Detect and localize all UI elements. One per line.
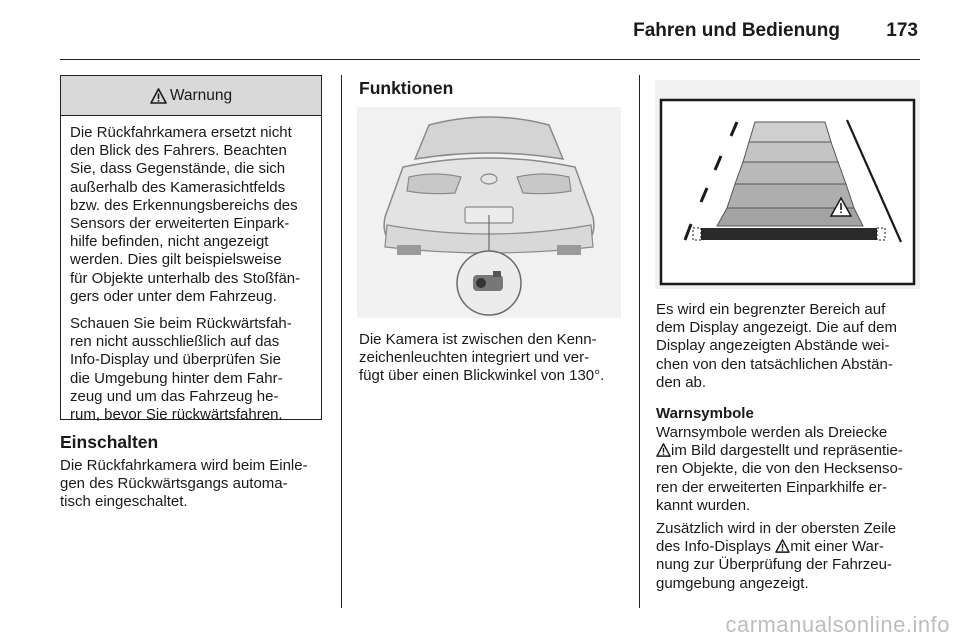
section-heading-warnsymbole: Warnsymbole <box>656 405 754 422</box>
page-number: 173 <box>886 20 918 41</box>
header-rule <box>60 59 920 60</box>
warning-triangle-icon <box>775 539 790 553</box>
section-heading-einschalten: Einschalten <box>60 432 159 452</box>
warning-paragraph: Die Rückfahrkamera ersetzt nicht den Blick des Fahrers. Beachten Sie, dass Gegenstände, die sich außerhalb des Kamerasichtfelds bzw. des Erkennungsbereichs des Sensors der erweiterten Einpark- hilfe befinden, nicht angezeigt werden. Dies gilt beispielsweise für Objekte unterhalb des Stoßfän- gers oder unter dem Fahrzeug. <box>70 124 301 305</box>
camera-description: Die Kamera ist zwischen den Kenn- zeichenleuchten integriert und ver- fügt über einen Blickwinkel von 130°. <box>359 331 605 385</box>
section-heading-funktionen: Funktionen <box>359 78 454 98</box>
column-separator <box>341 75 342 608</box>
parking-display-illustration <box>655 80 920 289</box>
warning-header <box>61 76 321 116</box>
warning-triangle-icon <box>656 443 671 457</box>
warning-paragraph: Schauen Sie beim Rückwärtsfah- ren nicht ausschließlich auf das Info-Display und überprüfen Sie die Umgebung hinter dem Fahr- zeug und um das Fahrzeug he- rum, bevor Sie rückwärtsfahren. <box>70 315 292 424</box>
warnsymbole-paragraph: Warnsymbole werden als Dreiecke im Bild dargestellt und repräsentie- ren Objekte, die von den Hecksenso- ren der erweiterten Einparkhilfe er- kannt wurden. <box>656 424 903 514</box>
column-separator <box>639 75 640 608</box>
einschalten-text: Die Rückfahrkamera wird beim Einle- gen des Rückwärtsgangs automa- tisch eingeschaltet. <box>60 457 308 511</box>
warning-triangle-icon <box>150 88 167 104</box>
watermark: carmanualsonline.info <box>725 612 950 637</box>
display-description: Es wird ein begrenzter Bereich auf dem Display angezeigt. Die auf dem Display angezeigten Abstände wei- chen von den tatsächlichen Abstän- den ab. <box>656 301 897 391</box>
warning-title: Warnung <box>169 86 233 104</box>
warnsymbole-paragraph: Zusätzlich wird in der obersten Zeile des Info-Displays mit einer War- nung zur Überprüfung der Fahrzeu- gumgebung angezeigt. <box>656 520 897 592</box>
header-title: Fahren und Bedienung <box>633 20 840 41</box>
warning-box <box>60 75 322 424</box>
car-rear-camera-illustration <box>357 107 621 318</box>
